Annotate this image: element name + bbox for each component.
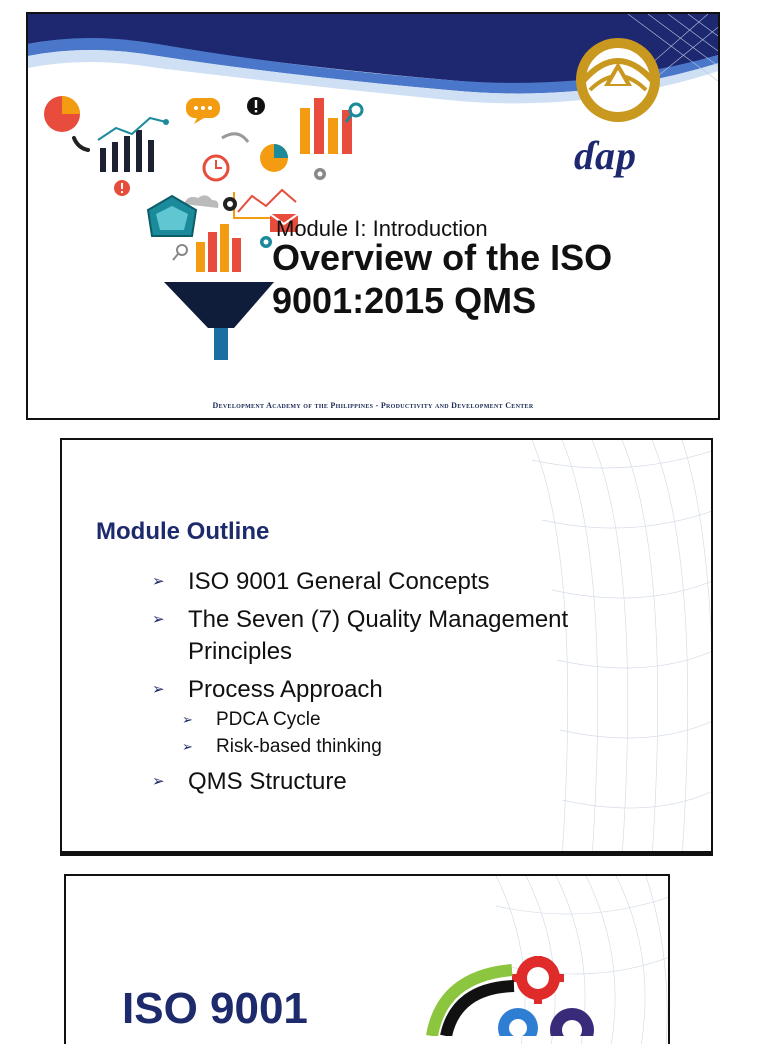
slide-title xyxy=(272,236,712,322)
outline-heading: Module Outline xyxy=(96,518,270,545)
alert-icon xyxy=(247,97,265,115)
gear-icon xyxy=(223,197,237,211)
outline-item-text: PDCA Cycle xyxy=(216,709,321,730)
outline-item-text: ISO 9001 General Concepts xyxy=(188,568,490,595)
line-chart-icon xyxy=(234,190,298,218)
search-icon xyxy=(173,245,187,260)
arrow-bullet-icon: ➢ xyxy=(152,611,165,628)
gear-icon xyxy=(512,956,564,1004)
pie-chart-icon xyxy=(44,96,80,132)
dap-logo-text: ɗap xyxy=(574,133,637,178)
outline-item-text: Process Approach xyxy=(188,676,383,703)
dap-logo xyxy=(558,32,688,132)
arrow-bullet-icon: ➢ xyxy=(152,681,165,698)
arrow-bullet-icon: ➢ xyxy=(182,739,193,754)
gears-graphic xyxy=(402,956,642,1036)
outline-list xyxy=(152,566,682,798)
outline-item xyxy=(152,566,682,598)
slide-footer: Development Academy of the Philippines - Productivity and Development Center xyxy=(212,401,534,410)
gear-icon xyxy=(314,168,326,180)
gear-icon xyxy=(498,1008,538,1036)
title-line-1: Overview of the ISO xyxy=(272,237,613,278)
iso-title: ISO 9001 xyxy=(122,984,308,1033)
outline-subitem xyxy=(152,733,682,760)
outline-slide xyxy=(60,438,713,856)
outline-item-continuation xyxy=(152,636,682,668)
phone-icon xyxy=(74,138,88,150)
title-line-2: 9001:2015 QMS xyxy=(272,280,537,321)
bar-chart-icon xyxy=(196,224,241,272)
alert-icon xyxy=(114,180,130,196)
iso-slide xyxy=(64,874,670,1044)
funnel-icon xyxy=(164,282,274,360)
trend-line-icon xyxy=(98,118,166,140)
outline-item xyxy=(152,674,682,706)
gear-icon xyxy=(550,1008,594,1036)
outline-subitem xyxy=(152,706,682,733)
outline-item xyxy=(152,604,682,636)
outline-item-text: QMS Structure xyxy=(188,768,347,795)
outline-item-text: Risk-based thinking xyxy=(216,736,382,757)
clock-icon xyxy=(204,156,228,180)
module-label: Module I: Introduction xyxy=(276,216,488,241)
arrow-bullet-icon: ➢ xyxy=(152,573,165,590)
intro-slide xyxy=(26,12,720,420)
outline-item-text: The Seven (7) Quality Management xyxy=(188,606,569,633)
outline-item-text: Principles xyxy=(188,638,293,665)
arrow-bullet-icon: ➢ xyxy=(152,773,165,790)
outline-item xyxy=(152,766,682,798)
bar-chart-icon xyxy=(300,98,352,154)
pie-chart-icon xyxy=(260,144,288,172)
bar-chart-icon xyxy=(100,130,154,172)
arrow-bullet-icon: ➢ xyxy=(182,712,193,727)
gear-icon xyxy=(260,236,272,248)
speech-bubble-icon xyxy=(186,98,220,124)
